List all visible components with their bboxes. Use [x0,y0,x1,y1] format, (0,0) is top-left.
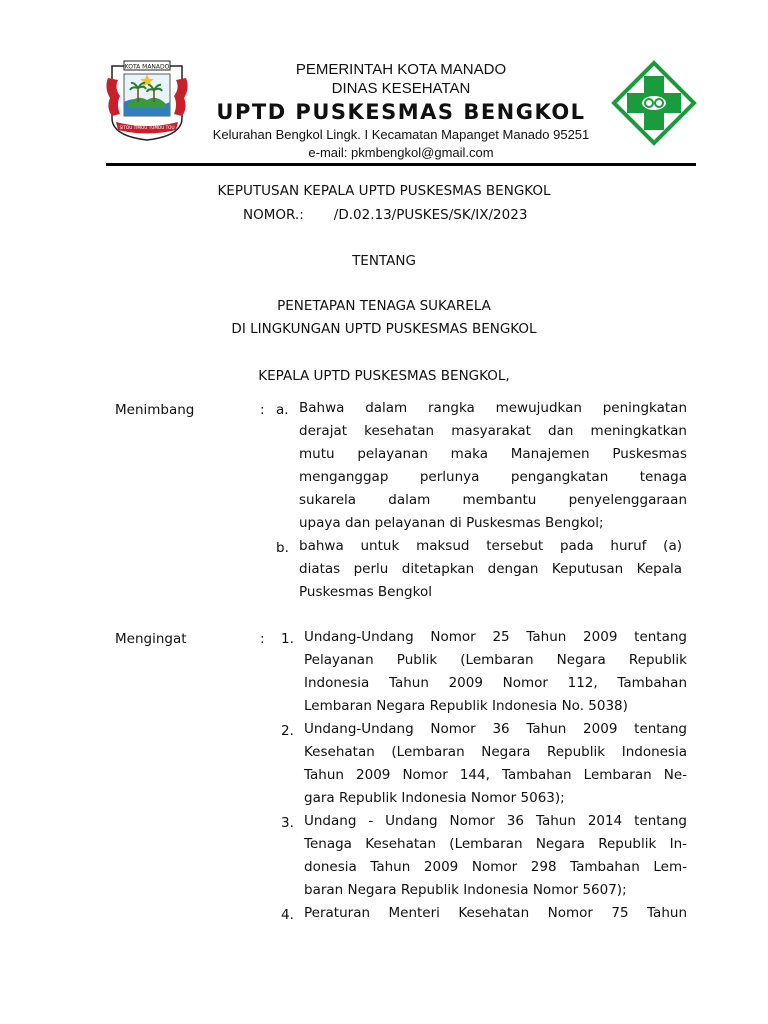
text-line: derajat kesehatan masyarakat dan meningkatkan [299,423,687,439]
kepala-heading: KEPALA UPTD PUSKESMAS BENGKOL, [258,368,510,384]
menimbang-marker-b: b. [276,540,289,556]
mengingat-item-1 [304,626,687,718]
letterhead-department: DINAS KESEHATAN [331,80,471,97]
mengingat-label: Mengingat [115,631,187,647]
text-line: bahwa untuk maksud tersebut pada huruf (a) [299,538,682,554]
text-line: Tenaga Kesehatan (Lembaran Negara Republik In- [304,836,687,852]
mengingat-marker-3: 3. [281,815,294,831]
menimbang-marker-a: a. [276,402,289,418]
menimbang-item-a [299,397,687,535]
text-line: upaya dan pelayanan di Puskesmas Bengkol; [299,515,604,531]
puskesmas-logo-icon [611,60,697,146]
text-line: Undang - Undang Nomor 36 Tahun 2014 tentang [304,813,687,829]
decree-title: KEPUTUSAN KEPALA UPTD PUSKESMAS BENGKOL [217,183,551,199]
text-line: baran Negara Republik Indonesia Nomor 5607); [304,882,627,898]
text-line: Indonesia Tahun 2009 Nomor 112, Tambahan [304,675,687,691]
mengingat-marker-2: 2. [281,723,294,739]
crest-ribbon-text: SITOU TIMOU TUMOU TOU [119,125,175,130]
text-line: Undang-Undang Nomor 25 Tahun 2009 tentang [304,629,687,645]
mengingat-item-2 [304,718,687,810]
text-line: gara Republik Indonesia Nomor 5063); [304,790,565,806]
text-line: menganggap perlunya pengangkatan tenaga [299,469,687,485]
kota-manado-crest-icon [104,58,190,142]
tentang-heading: TENTANG [352,253,416,269]
letterhead-institution: UPTD PUSKESMAS BENGKOL [216,100,586,124]
mengingat-item-3 [304,810,687,902]
menimbang-colon: : [260,402,265,418]
text-line: mutu pelayanan maka Manajemen Puskesmas [299,446,687,462]
mengingat-item-4 [304,902,687,925]
crest-banner-text: KOTA MANADO [124,63,170,71]
text-line: diatas perlu ditetapkan dengan Keputusan Kepala [299,561,682,577]
menimbang-label: Menimbang [115,402,195,418]
mengingat-marker-1: 1. [281,631,294,647]
text-line: Puskesmas Bengkol [299,584,432,600]
text-line: sukarela dalam membantu penyelenggaraan [299,492,687,508]
text-line: donesia Tahun 2009 Nomor 298 Tambahan Lem- [304,859,687,875]
subject-line-1: PENETAPAN TENAGA SUKARELA [277,298,491,314]
text-line: Lembaran Negara Republik Indonesia No. 5038) [304,698,628,714]
text-line: Kesehatan (Lembaran Negara Republik Indonesia [304,744,687,760]
text-line: Pelayanan Publik (Lembaran Negara Republik [304,652,687,668]
text-line: Bahwa dalam rangka mewujudkan peningkatan [299,400,687,416]
text-line: Tahun 2009 Nomor 144, Tambahan Lembaran Ne- [304,767,687,783]
letterhead-email: e-mail: pkmbengkol@gmail.com [308,145,494,160]
letterhead-divider [106,163,696,166]
text-line: Peraturan Menteri Kesehatan Nomor 75 Tahun [304,905,687,921]
subject-line-2: DI LINGKUNGAN UPTD PUSKESMAS BENGKOL [231,321,537,337]
letterhead-address: Kelurahan Bengkol Lingk. I Kecamatan Mapanget Manado 95251 [212,127,590,142]
text-line: Undang-Undang Nomor 36 Tahun 2009 tentang [304,721,687,737]
menimbang-item-b [299,535,682,604]
mengingat-colon: : [260,631,265,647]
letterhead [196,60,606,161]
letterhead-government: PEMERINTAH KOTA MANADO [295,61,507,78]
mengingat-marker-4: 4. [281,907,294,923]
decree-number: NOMOR.: /D.02.13/PUSKES/SK/IX/2023 [243,207,528,223]
